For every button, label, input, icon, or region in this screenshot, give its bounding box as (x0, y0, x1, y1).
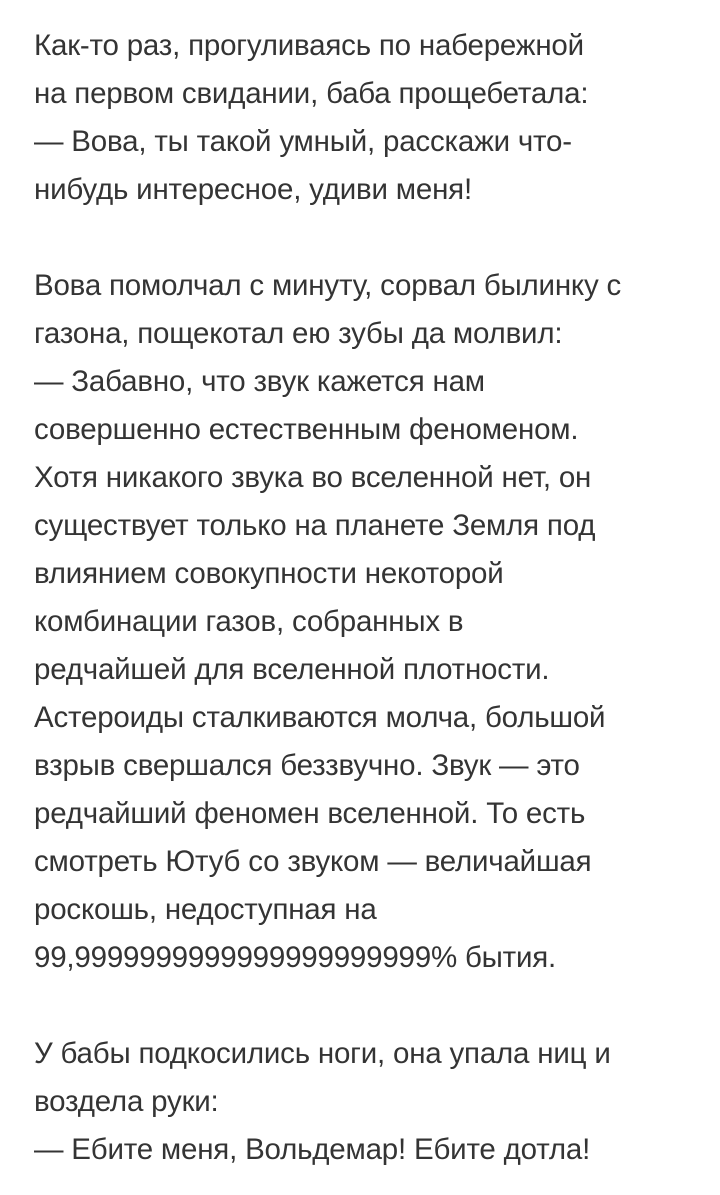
text-line: совершенно естественным феноменом. (34, 413, 579, 446)
text-line: — Забавно, что звук кажется нам (34, 365, 485, 398)
text-line: нибудь интересное, удиви меня! (34, 173, 472, 206)
text-line: на первом свидании, баба прощебетала: (34, 77, 589, 110)
text-line: У бабы подкосились ноги, она упала ниц и (34, 1037, 611, 1070)
paragraph-1 (34, 22, 694, 214)
post-text (34, 22, 694, 1174)
text-line: газона, пощекотал ею зубы да молвил: (34, 317, 563, 350)
text-line: влиянием совокупности некоторой (34, 557, 504, 590)
text-line: смотреть Ютуб со звуком — величайшая (34, 845, 592, 878)
text-line: роскошь, недоступная на (34, 893, 377, 926)
paragraph-3 (34, 1030, 694, 1174)
text-line: взрыв свершался беззвучно. Звук — это (34, 749, 580, 782)
text-line: комбинации газов, собранных в (34, 605, 464, 638)
text-line: Хотя никакого звука во вселенной нет, он (34, 461, 592, 494)
text-line: — Ебите меня, Вольдемар! Ебите дотла! (34, 1133, 591, 1166)
text-line: воздела руки: (34, 1085, 219, 1118)
text-line: редчайший феномен вселенной. То есть (34, 797, 586, 830)
text-line: Вова помолчал с минуту, сорвал былинку с (34, 269, 622, 302)
text-line: Астероиды сталкиваются молча, большой (34, 701, 606, 734)
text-line: 99,9999999999999999999999% бытия. (34, 941, 557, 974)
text-line: — Вова, ты такой умный, расскажи что- (34, 125, 572, 158)
text-line: существует только на планете Земля под (34, 509, 596, 542)
paragraph-2 (34, 262, 694, 982)
text-line: редчайшей для вселенной плотности. (34, 653, 550, 686)
text-line: Как-то раз, прогуливаясь по набережной (34, 29, 584, 62)
